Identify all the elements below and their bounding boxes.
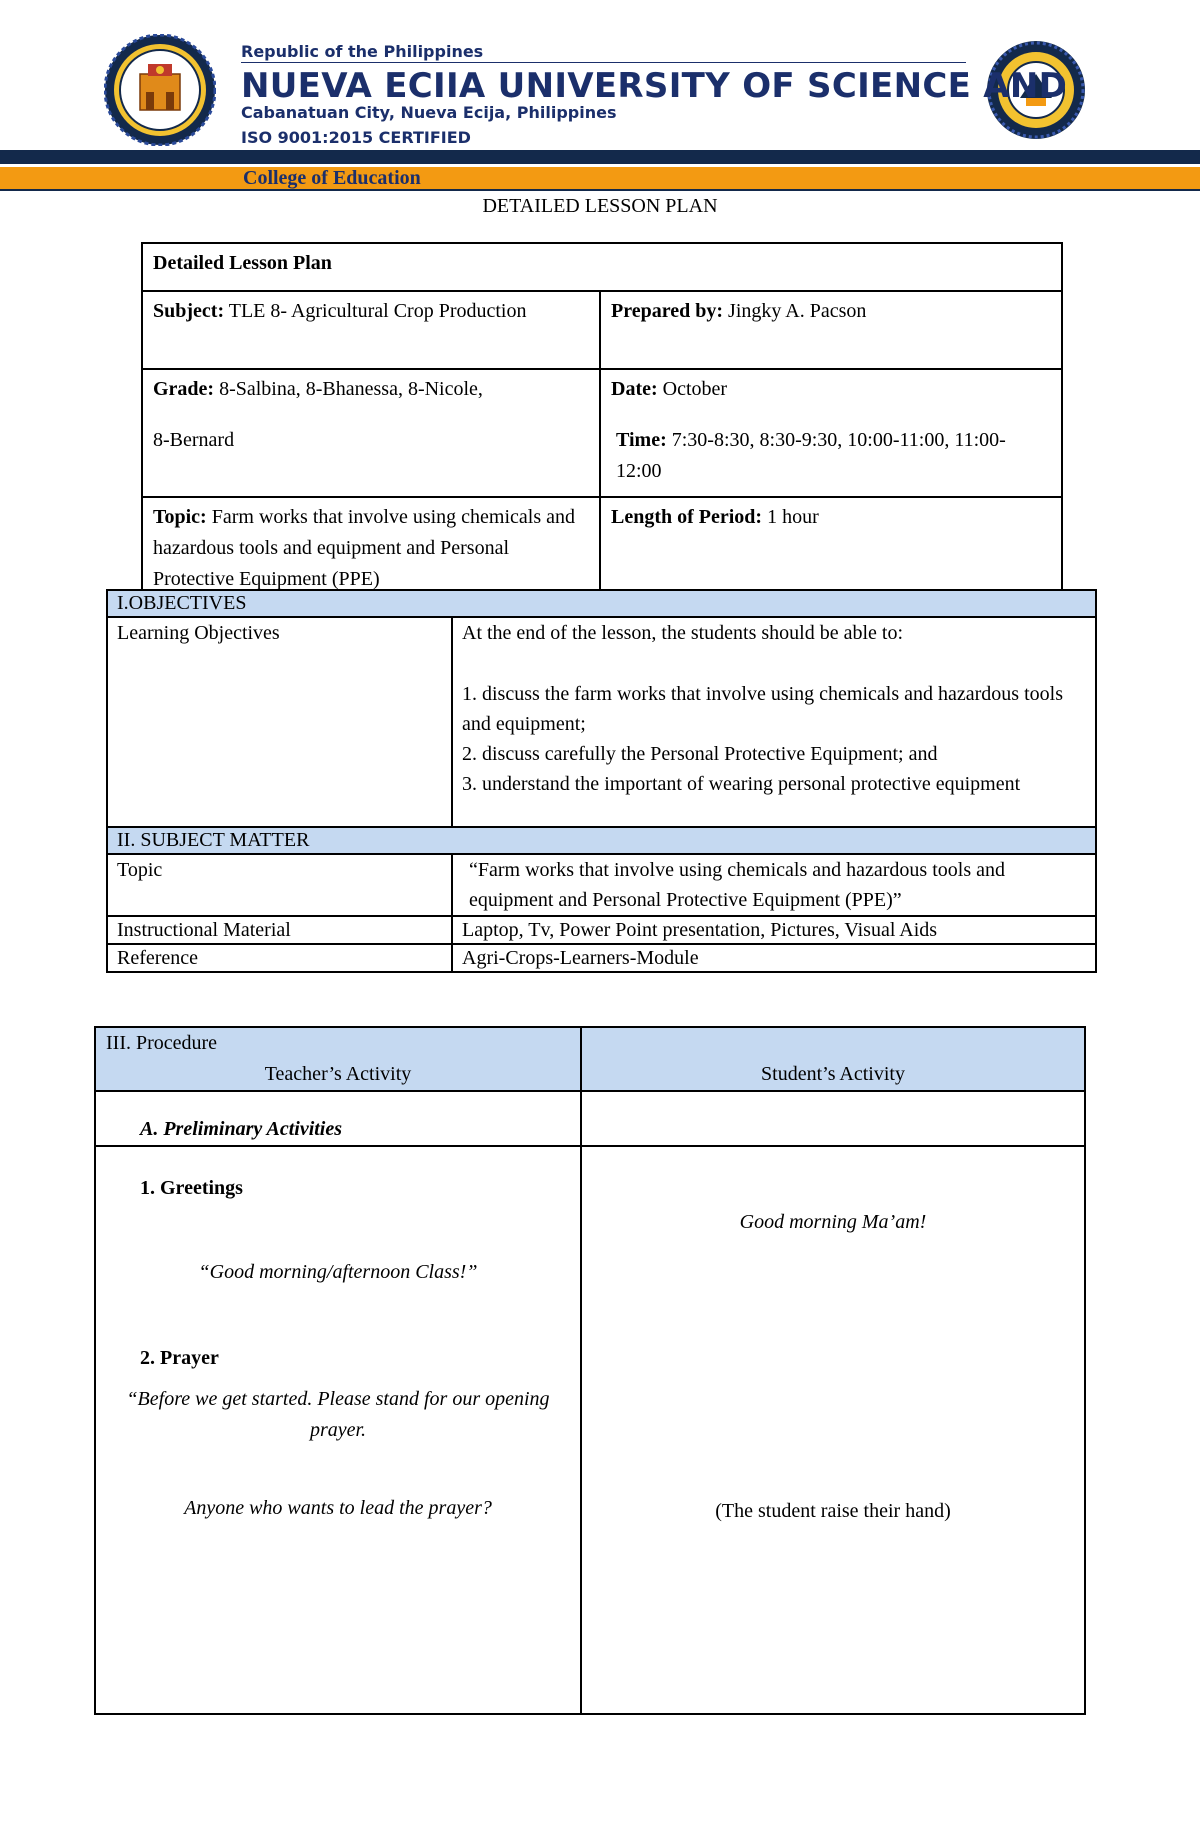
header-navy-band [0, 150, 1200, 164]
grade-label: Grade: [153, 378, 215, 400]
topic-cell [142, 497, 600, 596]
sm-reference-value: Agri-Crops-Learners-Module [452, 944, 1096, 972]
iso-certification: ISO 9001:2015 CERTIFIED [241, 128, 471, 147]
objectives-intro: At the end of the lesson, the students should be able to: [462, 622, 904, 644]
teacher-activity-header: Teacher’s Activity [264, 1063, 412, 1085]
length-value: 1 hour [767, 506, 819, 528]
grade-cell [142, 369, 600, 497]
length-label: Length of Period: [611, 506, 763, 528]
topic-label: Topic: [153, 506, 207, 528]
objective-item: 2. discuss carefully the Personal Protective Equipment; and [462, 743, 938, 765]
header-orange-band [0, 167, 1200, 189]
grade-value-1: 8-Salbina, 8-Bhanessa, 8-Nicole, [219, 378, 483, 400]
info-table-title: Detailed Lesson Plan [142, 243, 1062, 291]
sm-topic-label: Topic [107, 854, 452, 916]
grade-value-2: 8-Bernard [153, 429, 235, 451]
greetings-teacher-line: “Good morning/afternoon Class!” [198, 1261, 478, 1283]
student-activity-cell [581, 1146, 1085, 1714]
objective-item [462, 679, 1086, 739]
procedure-table [94, 1026, 1086, 1715]
subject-matter-heading: II. SUBJECT MATTER [107, 827, 1096, 854]
prayer-title: 2. Prayer [140, 1347, 219, 1369]
header-rule [241, 62, 966, 63]
time-label: Time: [616, 429, 667, 451]
topic-value: Farm works that involve using chemicals and hazardous tools and equipment and Personal Protective Equipment (PPE) [153, 506, 575, 590]
sm-material-value: Laptop, Tv, Power Point presentation, Pictures, Visual Aids [452, 916, 1096, 944]
length-cell [600, 497, 1062, 596]
prepared-label: Prepared by: [611, 300, 724, 322]
subject-label: Subject: [153, 300, 225, 322]
student-activity-header: Student’s Activity [761, 1063, 905, 1085]
prepared-cell [600, 291, 1062, 369]
sm-material-label: Instructional Material [107, 916, 452, 944]
header-bottom-line [0, 189, 1200, 191]
time-value: 7:30-8:30, 8:30-9:30, 10:00-11:00, 11:00-12:00 [616, 429, 1006, 482]
university-name: NUEVA ECIIA UNIVERSITY OF SCIENCE AND [241, 66, 1068, 106]
subject-cell [142, 291, 600, 369]
subject-value: TLE 8- Agricultural Crop Production [228, 300, 527, 322]
objective-item: 3. understand the important of wearing personal protective equipment [462, 773, 1021, 795]
sm-topic-value: “Farm works that involve using chemicals and hazardous tools and equipment and Personal Protective Equipment (PPE)” [452, 854, 1096, 916]
college-name: College of Education [243, 167, 421, 189]
document-title: DETAILED LESSON PLAN [482, 195, 718, 217]
date-value: October [662, 378, 728, 400]
university-address: Cabanatuan City, Nueva Ecija, Philippines [241, 103, 617, 122]
prayer-teacher-line-1: “Before we get started. Please stand for our opening prayer. [126, 1388, 550, 1441]
prepared-value: Jingky A. Pacson [728, 300, 867, 322]
learning-objectives-content [452, 617, 1096, 827]
teacher-activity-cell [95, 1146, 581, 1714]
republic-text: Republic of the Philippines [241, 42, 484, 61]
objectives-heading: I.OBJECTIVES [107, 590, 1096, 617]
greetings-student-line: Good morning Ma’am! [739, 1211, 927, 1233]
prayer-student-line: (The student raise their hand) [715, 1500, 951, 1522]
university-seal-icon [104, 34, 216, 146]
prayer-teacher-line-2: Anyone who wants to lead the prayer? [184, 1497, 492, 1519]
objective-1: 1. discuss the farm works that involve using chemicals and hazardous tools and equipment; [462, 683, 1063, 735]
date-label: Date: [611, 378, 658, 400]
procedure-heading: III. Procedure [106, 1032, 218, 1054]
procedure-header-teacher [95, 1027, 581, 1091]
learning-objectives-label: Learning Objectives [107, 617, 452, 827]
preliminary-student-cell [581, 1091, 1085, 1146]
objectives-subject-table [106, 589, 1097, 973]
preliminary-cell [95, 1091, 581, 1146]
procedure-header-student [581, 1027, 1085, 1091]
sm-reference-label: Reference [107, 944, 452, 972]
greetings-title: 1. Greetings [140, 1177, 243, 1199]
date-time-cell [600, 369, 1062, 497]
lesson-info-table [141, 242, 1063, 597]
preliminary-activities-heading: A. Preliminary Activities [140, 1118, 343, 1140]
